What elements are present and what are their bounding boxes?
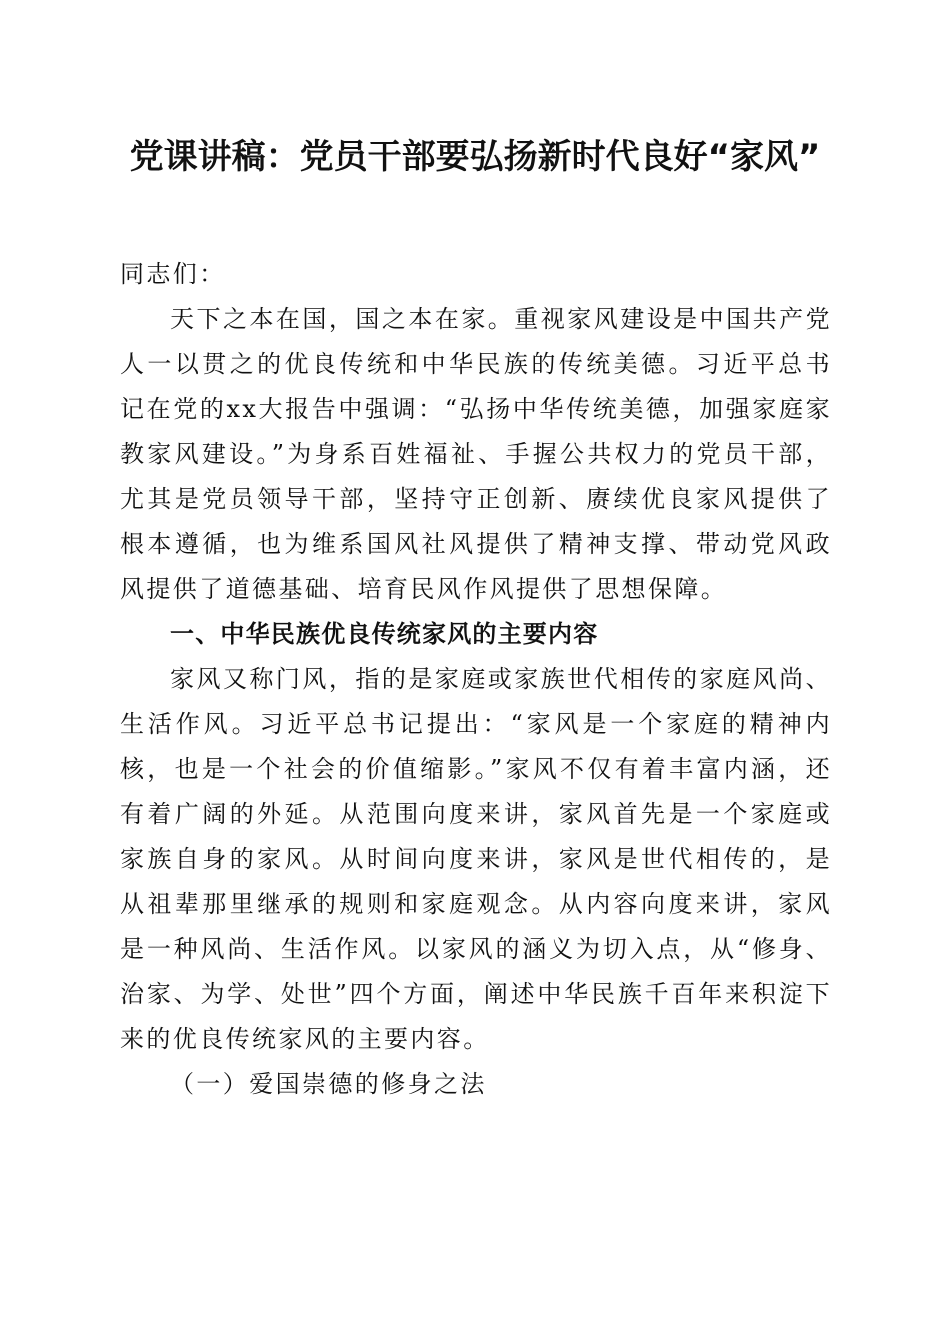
subsection-heading-1: （一）爱国崇德的修身之法 bbox=[170, 1070, 487, 1098]
section-1-paragraph: 家风又称门风，指的是家庭或家族世代相传的家庭风尚、生活作风。习近平总书记提出：“家风是一个家庭的精神内核，也是一个社会的价值缩影。”家风不仅有着丰富内涵，还有着广阔的外延。从范围向度来讲，家风首先是一个家庭或家族自身的家风。从时间向度来讲，家风是世代相传的，是从祖辈那里继承的规则和家庭观念。从内容向度来讲，家风是一种风尚、生活作风。以家风的涵义为切入点，从“修身、治家、为学、处世”四个方面，阐述中华民族千百年来积淀下来的优良传统家风的主要内容。 bbox=[120, 665, 832, 1053]
document-body bbox=[120, 252, 832, 1107]
intro-paragraph: 天下之本在国，国之本在家。重视家风建设是中国共产党人一以贯之的优良传统和中华民族的传统美德。习近平总书记在党的xx大报告中强调：“弘扬中华传统美德，加强家庭家教家风建设。”为身系百姓福祉、手握公共权力的党员干部，尤其是党员领导干部，坚持守正创新、赓续优良家风提供了根本遵循，也为维系国风社风提供了精神支撑、带动党风政风提供了道德基础、培育民风作风提供了思想保障。 bbox=[120, 305, 832, 603]
document-title: 党课讲稿：党员干部要弘扬新时代良好“家风” bbox=[129, 137, 821, 177]
greeting: 同志们： bbox=[120, 260, 226, 288]
section-heading-1: 一、中华民族优良传统家风的主要内容 bbox=[170, 620, 599, 648]
